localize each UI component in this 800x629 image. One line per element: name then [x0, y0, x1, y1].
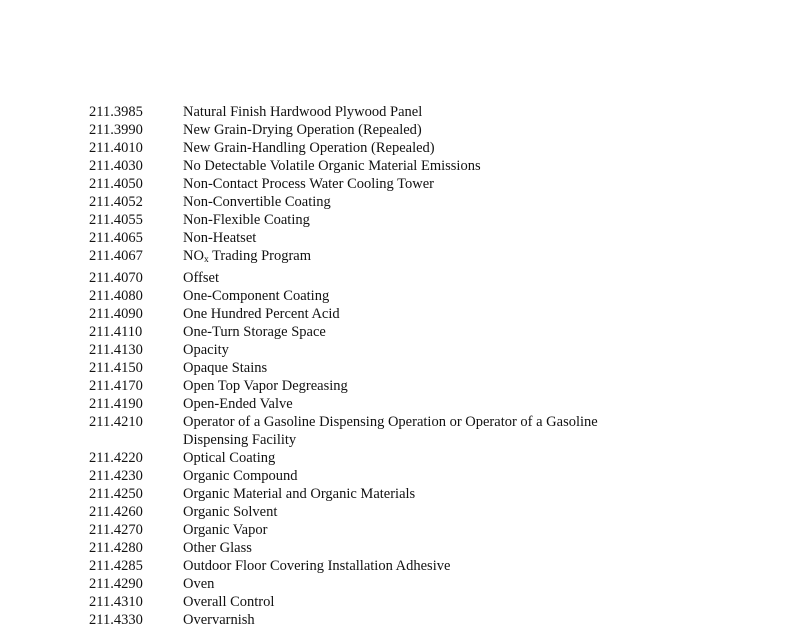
section-title: New Grain-Drying Operation (Repealed): [183, 122, 422, 138]
entry-211-4330: [0, 611, 800, 629]
section-title: New Grain-Handling Operation (Repealed): [183, 140, 435, 156]
section-title: Open-Ended Valve: [183, 396, 293, 412]
section-title: Outdoor Floor Covering Installation Adhesive: [183, 558, 451, 574]
section-title: Other Glass: [183, 540, 252, 556]
entry-211-4190: [0, 395, 800, 413]
section-number: 211.3985: [89, 104, 143, 120]
section-number: 211.4052: [89, 194, 143, 210]
section-number: 211.4230: [89, 468, 143, 484]
section-number: 211.4285: [89, 558, 143, 574]
section-title: Opaque Stains: [183, 360, 268, 376]
title-suffix: Trading Program: [208, 248, 312, 264]
section-number: 211.4110: [89, 324, 143, 340]
section-title: One-Component Coating: [183, 288, 330, 304]
entry-211-4290: [0, 575, 800, 593]
entry-211-4220: [0, 449, 800, 467]
section-number: 211.4310: [89, 594, 143, 610]
section-number: 211.4080: [89, 288, 143, 304]
section-title: Opacity: [183, 342, 229, 358]
section-title: Oven: [183, 576, 215, 592]
entry-211-4280: [0, 539, 800, 557]
section-number: 211.4090: [89, 306, 143, 322]
section-number: 211.4250: [89, 486, 143, 502]
section-title: Non-Convertible Coating: [183, 194, 331, 210]
section-title: Organic Vapor: [183, 522, 268, 538]
section-number: 211.4280: [89, 540, 143, 556]
section-title: Organic Compound: [183, 468, 298, 484]
entry-211-3990: [0, 121, 800, 139]
section-number: 211.4170: [89, 378, 143, 394]
section-number: 211.4150: [89, 360, 143, 376]
entry-211-4150: [0, 359, 800, 377]
section-title: Optical Coating: [183, 450, 276, 466]
entry-211-4052: [0, 193, 800, 211]
section-number: 211.4067: [89, 248, 143, 264]
section-title: [183, 247, 653, 269]
section-title: Non-Contact Process Water Cooling Tower: [183, 176, 434, 192]
entry-211-4065: [0, 229, 800, 247]
section-title: Open Top Vapor Degreasing: [183, 378, 348, 394]
section-number: 211.4065: [89, 230, 143, 246]
section-number: 211.4055: [89, 212, 143, 228]
entry-211-4130: [0, 341, 800, 359]
section-list: [0, 103, 800, 629]
section-title: Offset: [183, 270, 219, 286]
entry-211-4080: [0, 287, 800, 305]
section-number: 211.4260: [89, 504, 143, 520]
section-number: 211.4210: [89, 414, 143, 430]
entry-211-4067: [0, 247, 800, 269]
entry-211-4050: [0, 175, 800, 193]
section-title: Natural Finish Hardwood Plywood Panel: [183, 104, 423, 120]
entry-211-3985: [0, 103, 800, 121]
section-title: Overall Control: [183, 594, 275, 610]
entry-211-4030: [0, 157, 800, 175]
entry-211-4260: [0, 503, 800, 521]
entry-211-4270: [0, 521, 800, 539]
entry-211-4055: [0, 211, 800, 229]
section-title: Organic Solvent: [183, 504, 278, 520]
entry-211-4210: [0, 413, 800, 449]
entry-211-4110: [0, 323, 800, 341]
entry-211-4090: [0, 305, 800, 323]
entry-211-4010: [0, 139, 800, 157]
entry-211-4310: [0, 593, 800, 611]
section-title: One Hundred Percent Acid: [183, 306, 340, 322]
section-number: 211.4220: [89, 450, 143, 466]
section-number: 211.4330: [89, 612, 143, 628]
title-prefix: NO: [183, 248, 204, 264]
section-number: 211.4270: [89, 522, 143, 538]
section-number: 211.4010: [89, 140, 143, 156]
section-number: 211.3990: [89, 122, 143, 138]
section-number: 211.4070: [89, 270, 143, 286]
section-title: Overvarnish: [183, 612, 255, 628]
section-number: 211.4290: [89, 576, 143, 592]
section-title: Non-Heatset: [183, 230, 257, 246]
entry-211-4170: [0, 377, 800, 395]
section-title: Non-Flexible Coating: [183, 212, 310, 228]
entry-211-4285: [0, 557, 800, 575]
section-title: No Detectable Volatile Organic Material Emissions: [183, 158, 481, 174]
section-number: 211.4130: [89, 342, 143, 358]
entry-211-4250: [0, 485, 800, 503]
entry-211-4070: [0, 269, 800, 287]
section-number: 211.4050: [89, 176, 143, 192]
section-number: 211.4190: [89, 396, 143, 412]
section-title: One-Turn Storage Space: [183, 324, 326, 340]
section-number: 211.4030: [89, 158, 143, 174]
section-title: Operator of a Gasoline Dispensing Operation or Operator of a Gasoline Dispensing Facility: [183, 414, 598, 448]
title-subscript: x: [203, 255, 209, 265]
entry-211-4230: [0, 467, 800, 485]
section-title: Organic Material and Organic Materials: [183, 486, 416, 502]
